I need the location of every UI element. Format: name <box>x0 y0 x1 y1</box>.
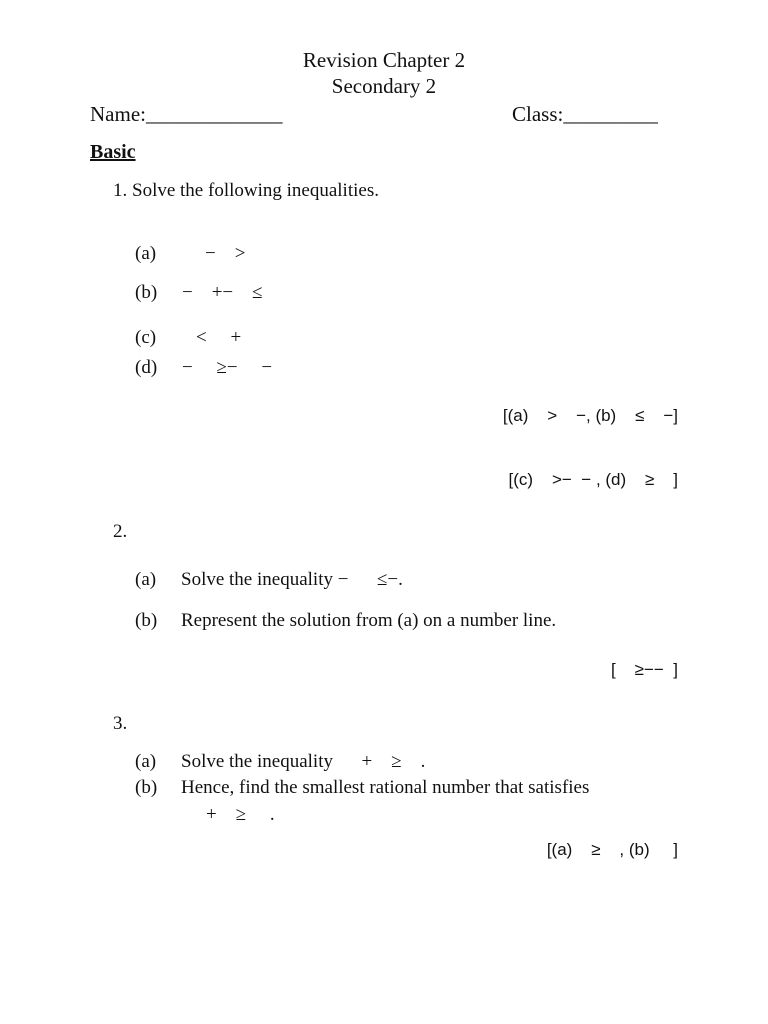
question-1b-expression: − +− ≤ <box>182 282 263 303</box>
section-heading: Basic <box>90 141 136 163</box>
question-2b-label: (b) <box>135 610 158 631</box>
class-field-label: Class:_________ <box>512 102 658 126</box>
question-1a-label: (a) <box>135 243 157 264</box>
question-3a-label: (a) <box>135 751 157 772</box>
question-2-number: 2. <box>113 521 128 542</box>
question-3b-text: Hence, find the smallest rational number that satisfies <box>181 777 590 798</box>
question-3-answer: [(a) ≥ , (b) ] <box>546 840 678 859</box>
question-2a-text: Solve the inequality − ≤−. <box>181 569 403 590</box>
document-subtitle: Secondary 2 <box>331 74 437 98</box>
question-1-prompt: 1. Solve the following inequalities. <box>113 180 379 201</box>
question-1-answer-ab: [(a) > −, (b) ≤ −] <box>502 406 678 425</box>
question-1-answer-cd: [(c) >− − , (d) ≥ ] <box>508 470 678 489</box>
question-1b-label: (b) <box>135 282 158 303</box>
question-1a-expression: − > <box>205 243 246 264</box>
name-field-label: Name:_____________ <box>90 102 283 126</box>
question-2a-label: (a) <box>135 569 157 590</box>
question-2b-text: Represent the solution from (a) on a number line. <box>181 610 557 631</box>
question-3-number: 3. <box>113 713 128 734</box>
question-1c-expression: < + <box>196 327 242 348</box>
question-3b-continuation: + ≥ . <box>206 804 275 825</box>
question-1d-label: (d) <box>135 357 158 378</box>
question-3b-label: (b) <box>135 777 158 798</box>
question-1c-label: (c) <box>135 327 157 348</box>
question-2-answer: [ ≥−− ] <box>611 660 678 679</box>
question-1d-expression: − ≥− − <box>182 357 273 378</box>
document-title: Revision Chapter 2 <box>302 48 466 72</box>
question-3a-text: Solve the inequality + ≥ . <box>181 751 426 772</box>
